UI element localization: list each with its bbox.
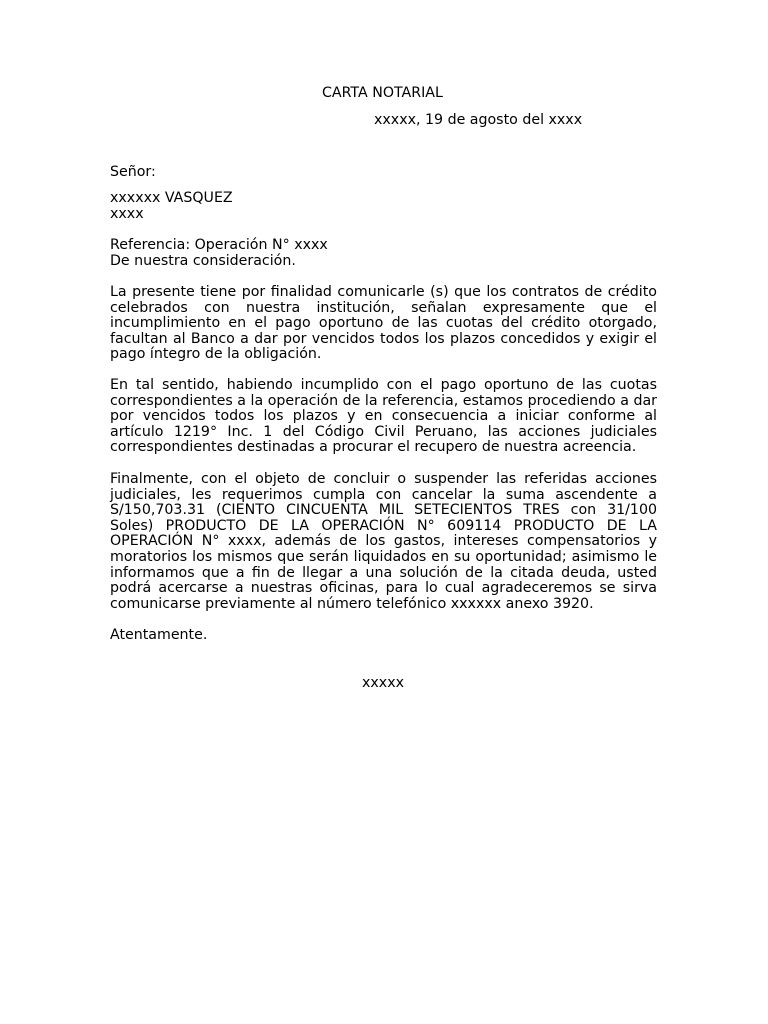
closing: Atentamente.	[110, 627, 208, 643]
salutation: Señor:	[110, 164, 156, 180]
paragraph-3: Finalmente, con el objeto de concluir o suspender las referidas acciones judiciales, les requerimos cumpla con cancelar la suma ascendente a S/150,703.31 (CIENTO CINCUENTA MIL SETECIENTOS TRES con 31/100 Soles) PRODUCTO DE LA OPERACIÓN N° 609114 PRODUCTO DE LA OPERACIÓN N° xxxx, además de los gastos, intereses compensatorios y moratorios los mismos que serán liquidados en su oportunidad; asimismo le informamos que a fin de llegar a una solución de la citada deuda, usted podrá acercarse a nuestras oficinas, para lo cual agradeceremos se sirva comunicarse previamente al número telefónico xxxxxx anexo 3920.	[110, 471, 657, 612]
paragraph-2: En tal sentido, habiendo incumplido con el pago oportuno de las cuotas correspondientes a la operación de la referencia, estamos procediendo a dar por vencidos todos los plazos y en consecuencia a iniciar conforme al artículo 1219° Inc. 1 del Código Civil Peruano, las acciones judiciales correspondientes destinadas a procurar el recupero de nuestra acreencia.	[110, 377, 657, 456]
reference-block	[110, 238, 657, 269]
recipient-block	[110, 191, 657, 222]
recipient-extra: xxxx	[110, 205, 144, 222]
recipient-name: xxxxxx VASQUEZ	[110, 190, 233, 206]
signature: xxxxx	[362, 675, 404, 691]
date-line: xxxxx, 19 de agosto del xxxx	[374, 112, 583, 128]
letter-title: CARTA NOTARIAL	[322, 85, 443, 101]
reference-line: Referencia: Operación N° xxxx	[110, 237, 328, 253]
paragraph-1: La presente tiene por finalidad comunicarle (s) que los contratos de crédito celebrados con nuestra institución, señalan expresamente que el incumplimiento en el pago oportuno de las cuotas del crédito otorgado, facultan al Banco a dar por vencidos todos los plazos concedidos y exigir el pago íntegro de la obligación.	[110, 284, 657, 363]
greeting-line: De nuestra consideración.	[110, 252, 296, 269]
